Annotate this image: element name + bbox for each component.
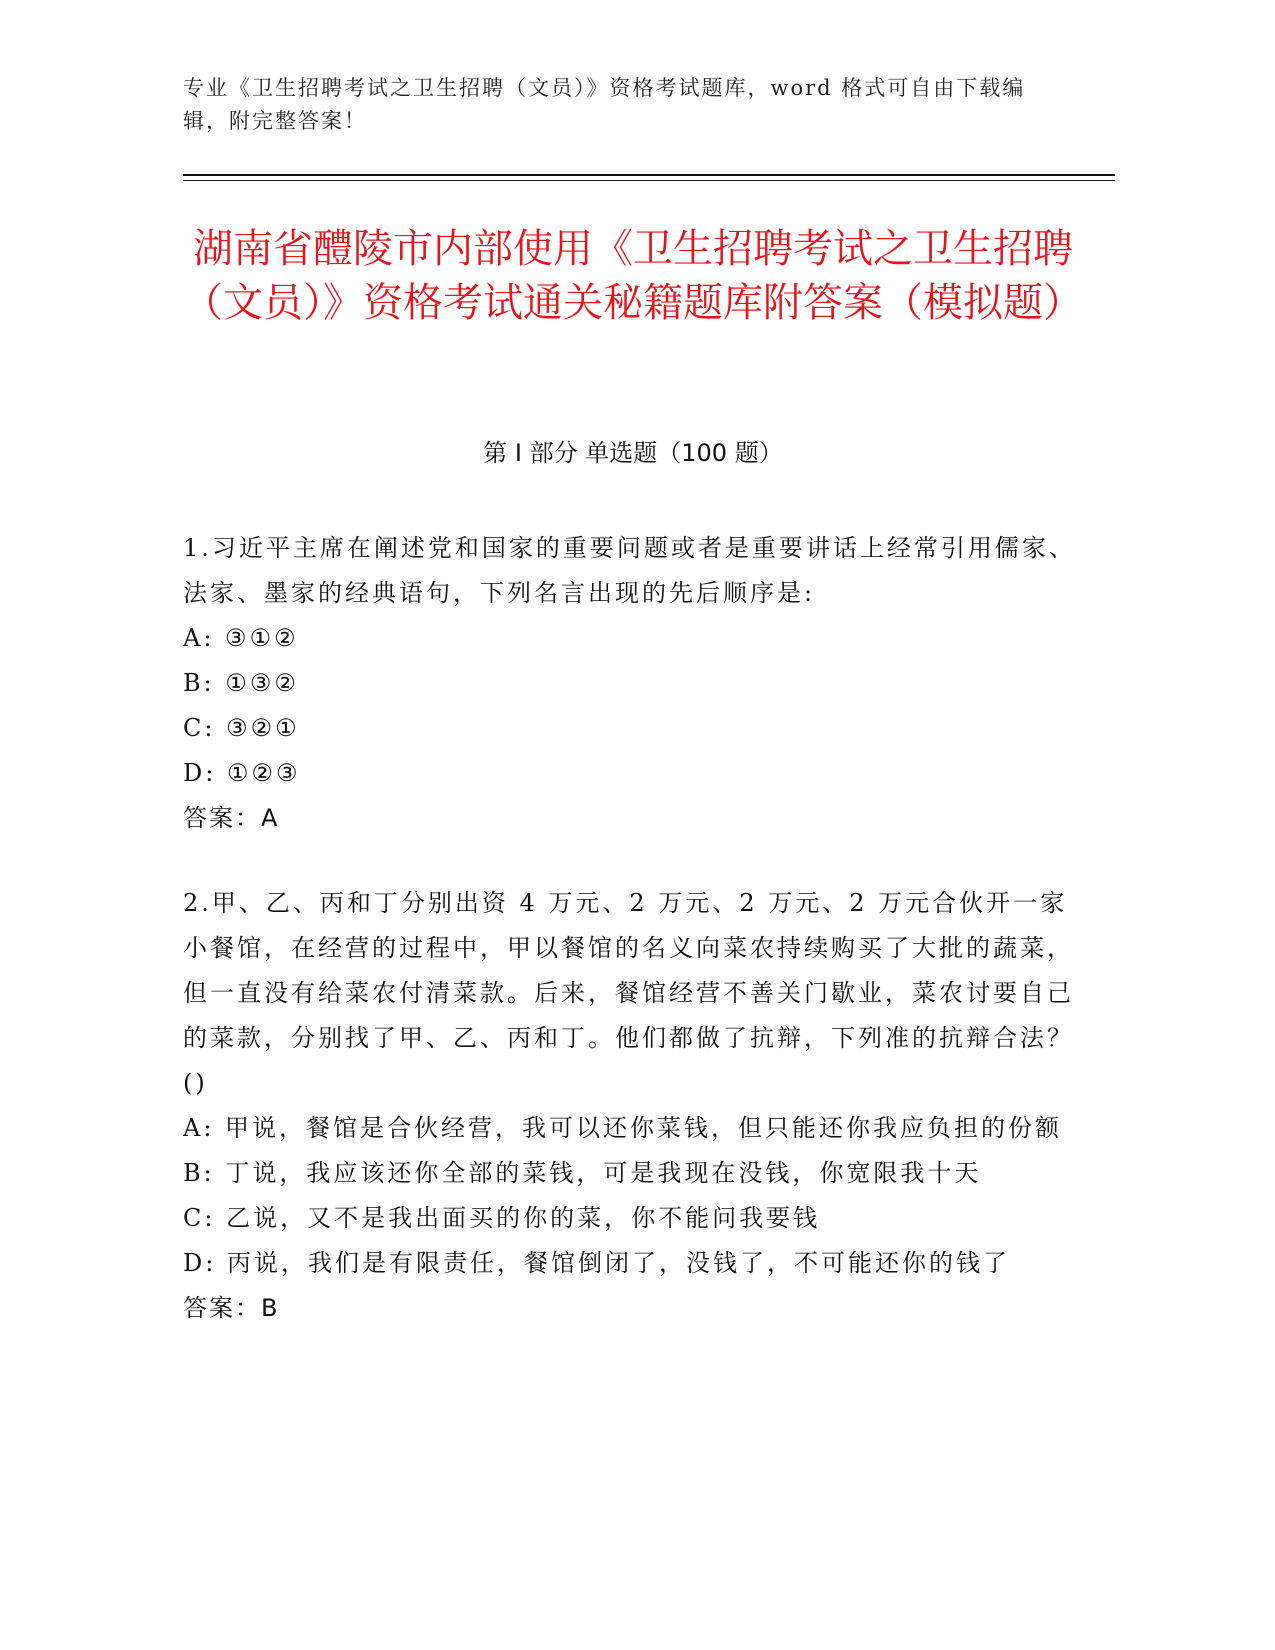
option-b: B: 丁说，我应该还你全部的菜钱，可是我现在没钱，你宽限我十天: [183, 1159, 982, 1187]
answer: 答案：A: [183, 804, 280, 832]
document-title: 湖南省醴陵市内部使用《卫生招聘考试之卫生招聘（文员）》资格考试通关秘籍题库附答案（模拟题）: [183, 226, 1083, 326]
option-a: A: 甲说，餐馆是合伙经营，我可以还你菜钱，但只能还你我应负担的份额: [183, 1114, 1063, 1142]
header-note: 专业《卫生招聘考试之卫生招聘（文员）》资格考试题库，word 格式可自由下载编辑，附完整答案！: [183, 76, 1026, 133]
section-heading: 第 I 部分 单选题（100 题）: [483, 439, 783, 467]
question-1: [183, 526, 1083, 841]
option-d: D: 丙说，我们是有限责任，餐馆倒闭了，没钱了，不可能还你的钱了: [183, 1249, 1010, 1277]
answer: 答案：B: [183, 1294, 280, 1322]
option-a: A: ③①②: [183, 624, 299, 652]
header-divider-thick: [183, 174, 1115, 176]
option-c: C: ③②①: [183, 714, 300, 742]
question-stem: 1.习近平主席在阐述党和国家的重要问题或者是重要讲话上经常引用儒家、法家、墨家的经典语句，下列名言出现的先后顺序是:: [183, 534, 1076, 607]
header-divider-thin: [183, 180, 1115, 181]
option-c: C: 乙说，又不是我出面买的你的菜，你不能问我要钱: [183, 1204, 821, 1232]
question-2: [183, 881, 1083, 1331]
option-d: D: ①②③: [183, 759, 301, 787]
option-b: B: ①③②: [183, 669, 299, 697]
question-stem: 2.甲、乙、丙和丁分别出资 4 万元、2 万元、2 万元、2 万元合伙开一家小餐馆，在经营的过程中，甲以餐馆的名义向菜农持续购买了大批的蔬菜，但一直没有给菜农付清菜款。后来，餐馆经营不善关门歇业，菜农讨要自己的菜款，分别找了甲、乙、丙和丁。他们都做了抗辩，下列准的抗辩合法？(): [183, 889, 1074, 1097]
